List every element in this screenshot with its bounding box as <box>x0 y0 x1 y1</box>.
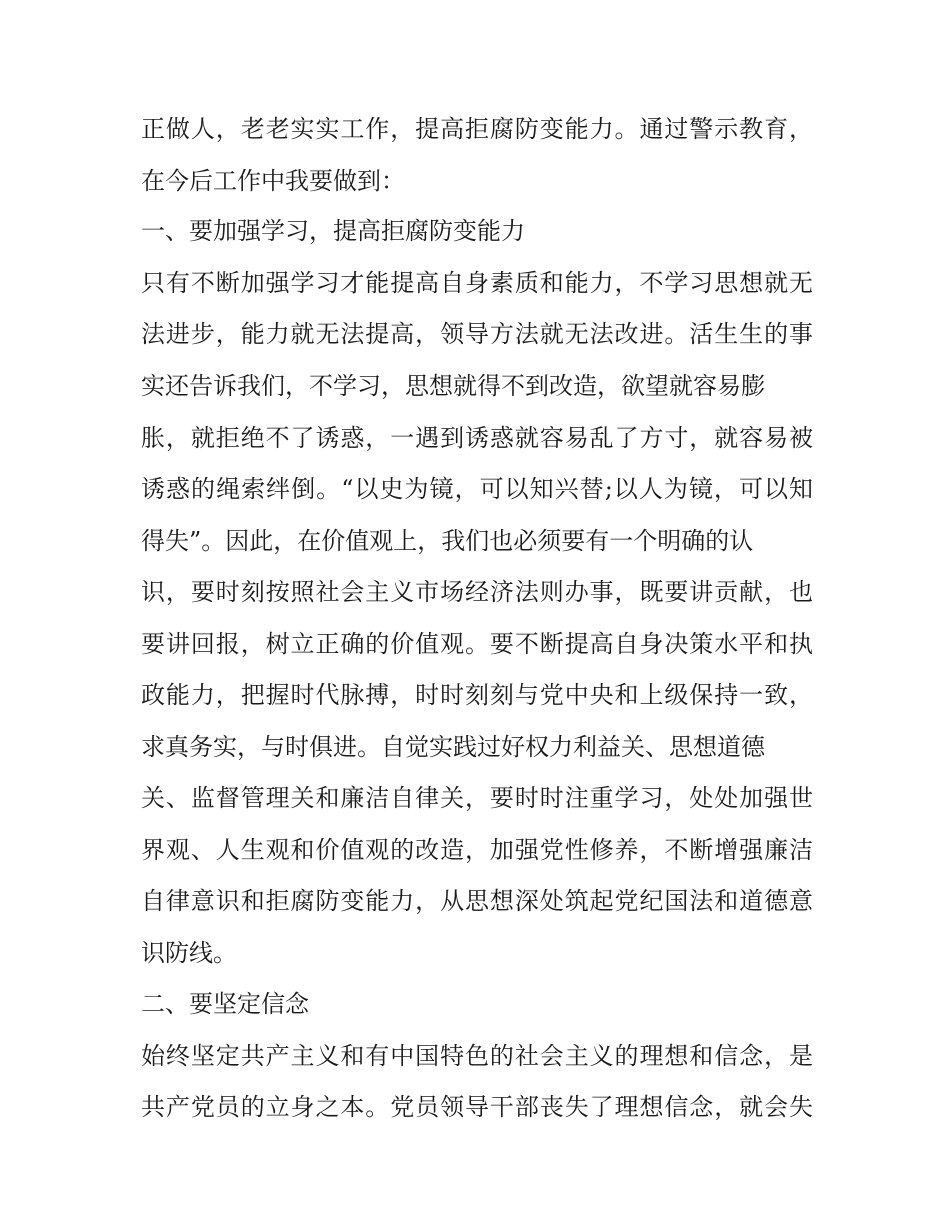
text-line: 界观、人生观和价值观的改造，加强党性修养，不断增强廉洁 <box>141 836 813 864</box>
text-line: 共产党员的立身之本。党员领导干部丧失了理想信念，就会失 <box>141 1093 813 1121</box>
text-line: 胀，就拒绝不了诱惑，一遇到诱惑就容易乱了方寸，就容易被 <box>141 424 813 452</box>
text-line: 只有不断加强学习才能提高自身素质和能力，不学习思想就无 <box>141 269 813 297</box>
text-line: 关、监督管理关和廉洁自律关，要时时注重学习，处处加强世 <box>141 784 813 812</box>
text-line: 正做人，老老实实工作，提高拒腐防变能力。通过警示教育， <box>141 115 813 143</box>
text-line: 得失”。因此，在价值观上，我们也必须要有一个明确的认 <box>141 527 754 555</box>
section-heading: 二、要坚定信念 <box>141 990 309 1018</box>
text-line: 自律意识和拒腐防变能力，从思想深处筑起党纪国法和道德意 <box>141 887 813 915</box>
section-heading: 一、要加强学习，提高拒腐防变能力 <box>141 217 525 245</box>
text-line: 诱惑的绳索绊倒。“以史为镜，可以知兴替;以人为镜，可以知 <box>141 475 813 503</box>
text-line: 政能力，把握时代脉搏，时时刻刻与党中央和上级保持一致， <box>141 681 813 709</box>
text-line: 在今后工作中我要做到： <box>141 167 405 195</box>
text-line: 始终坚定共产主义和有中国特色的社会主义的理想和信念，是 <box>141 1042 813 1070</box>
text-line: 求真务实，与时俱进。自觉实践过好权力利益关、思想道德 <box>141 733 765 761</box>
text-line: 识防线。 <box>141 939 237 967</box>
text-line: 法进步，能力就无法提高，领导方法就无法改进。活生生的事 <box>141 320 813 348</box>
text-line: 要讲回报，树立正确的价值观。要不断提高自身决策水平和执 <box>141 630 813 658</box>
text-line: 实还告诉我们，不学习，思想就得不到改造，欲望就容易膨 <box>141 372 765 400</box>
text-line: 识，要时刻按照社会主义市场经济法则办事，既要讲贡献，也 <box>141 578 813 606</box>
